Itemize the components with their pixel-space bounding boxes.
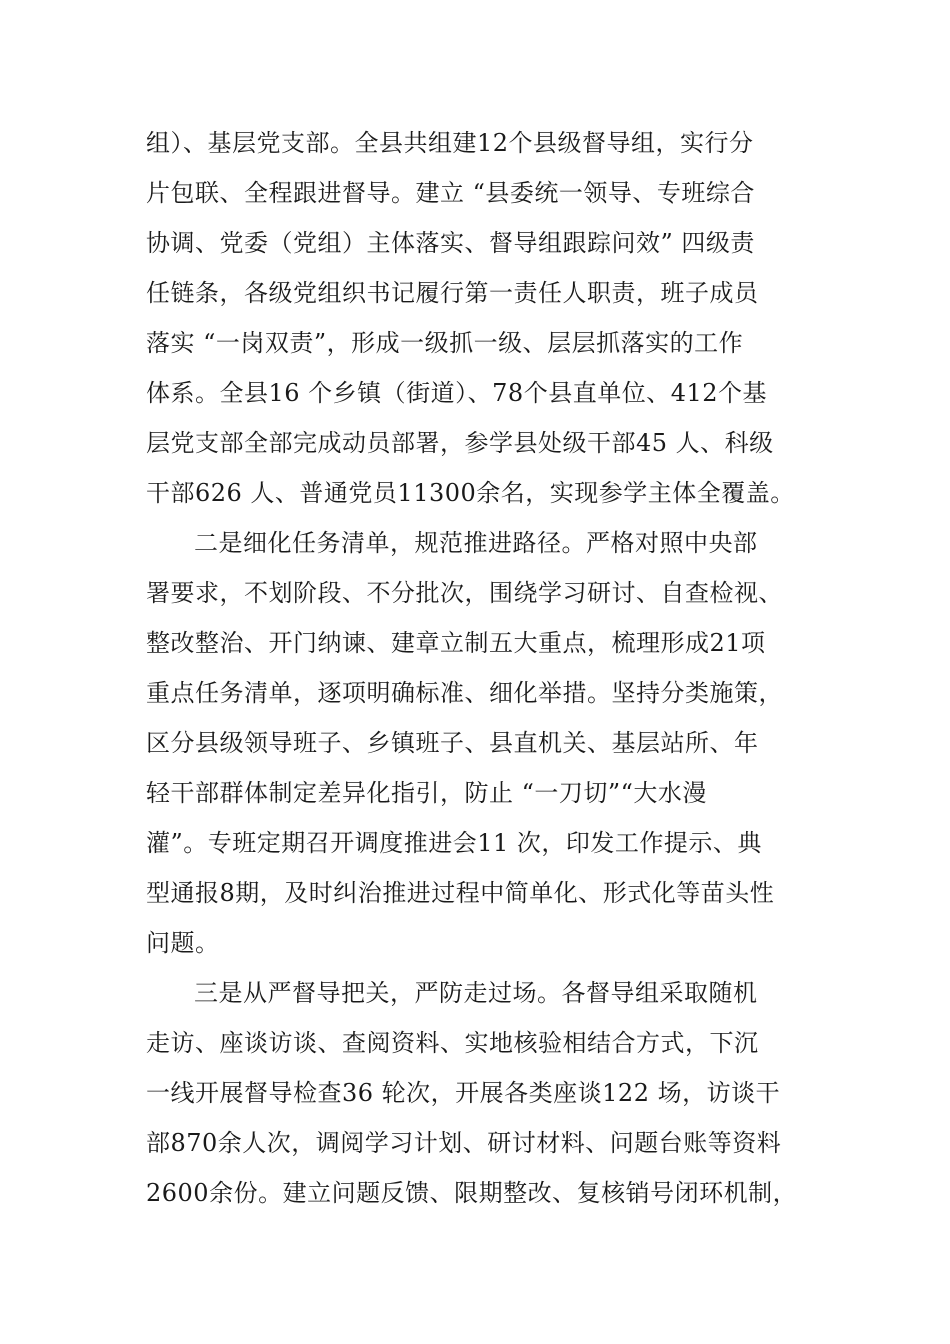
text-line: 片包联、全程跟进督导。建立 “县委统一领导、专班综合 bbox=[146, 179, 755, 207]
text-line: 型通报8期，及时纠治推进过程中简单化、形式化等苗头性 bbox=[146, 879, 775, 907]
paragraph-3 bbox=[146, 968, 816, 1218]
text-line: 任链条，各级党组织书记履行第一责任人职责，班子成员 bbox=[146, 279, 759, 307]
text-line: 区分县级领导班子、乡镇班子、县直机关、基层站所、年 bbox=[146, 729, 759, 757]
text-line: 二是细化任务清单，规范推进路径。严格对照中央部 bbox=[194, 529, 758, 557]
text-line: 轻干部群体制定差异化指引，防止 “一刀切”“大水漫 bbox=[146, 779, 707, 807]
text-line: 2600余份。建立问题反馈、限期整改、复核销号闭环机制， bbox=[146, 1179, 798, 1207]
text-line: 署要求，不划阶段、不分批次，围绕学习研讨、自查检视、 bbox=[146, 579, 783, 607]
text-line: 一线开展督导检查36 轮次，开展各类座谈122 场，访谈干 bbox=[146, 1079, 781, 1107]
document-body bbox=[146, 118, 816, 1218]
text-line: 走访、座谈访谈、查阅资料、实地核验相结合方式，下沉 bbox=[146, 1029, 759, 1057]
text-line: 组）、基层党支部。全县共组建12个县级督导组，实行分 bbox=[146, 129, 754, 157]
text-line: 体系。全县16 个乡镇（街道）、78个县直单位、412个基 bbox=[146, 379, 768, 407]
text-line: 部870余人次，调阅学习计划、研讨材料、问题台账等资料 bbox=[146, 1129, 782, 1157]
text-line: 三是从严督导把关，严防走过场。各督导组采取随机 bbox=[194, 979, 758, 1007]
paragraph-2 bbox=[146, 518, 816, 968]
text-line: 层党支部全部完成动员部署，参学县处级干部45 人、科级 bbox=[146, 429, 774, 457]
text-line: 灌”。专班定期召开调度推进会11 次，印发工作提示、典 bbox=[146, 829, 762, 857]
text-line: 问题。 bbox=[146, 929, 220, 957]
text-line: 整改整治、开门纳谏、建章立制五大重点，梳理形成21项 bbox=[146, 629, 766, 657]
text-line: 干部626 人、普通党员11300余名，实现参学主体全覆盖。 bbox=[146, 479, 795, 507]
text-line: 落实 “一岗双责”，形成一级抓一级、层层抓落实的工作 bbox=[146, 329, 744, 357]
paragraph-1 bbox=[146, 118, 816, 518]
text-line: 协调、党委（党组）主体落实、督导组跟踪问效” 四级责 bbox=[146, 229, 755, 257]
text-line: 重点任务清单，逐项明确标准、细化举措。坚持分类施策， bbox=[146, 679, 783, 707]
